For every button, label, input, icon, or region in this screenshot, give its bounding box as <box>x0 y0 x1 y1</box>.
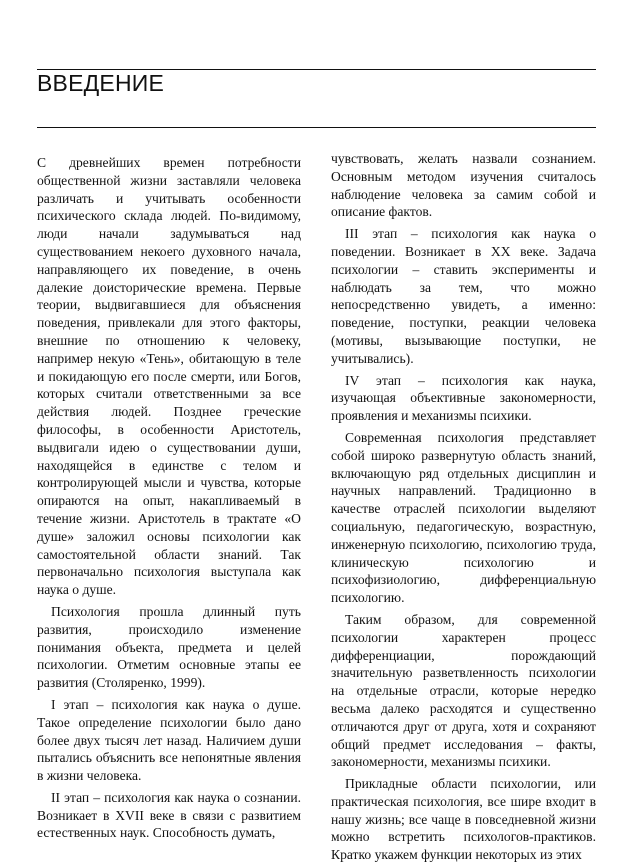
paragraph: С древнейших времен потребности общественной жизни заставляли человека различать и учитывать особенности психического склада людей. По-видимому, люди начали задумываться над существованием некоего духовного начала, направляющего их поведение, в очень далекие доисторические времена. Первые теории, выдвигавшиеся для объяснения поведения, привлекали для этого факторы, внешние по отношению к человеку, например некую «Тень», обитающую в теле и покидающую его после смерти, или Богов, которых считали ответственными за все действия людей. Позднее греческие философы, в особенности Аристотель, выдвигали идею о существовании души, находящейся в единстве с телом и контролирующей мысли и чувства, которые опираются на опыт, накапливаемый в течение жизни. Аристотель в трактате «О душе» заложил основы психологии как самостоятельной области знаний. Так первоначально психология выступала как наука о душе. <box>37 155 301 598</box>
paragraph: Прикладные области психологии, или практическая психология, все шире входит в нашу жизнь; все чаще в повседневной жизни можно встретить психологов-практиков. Кратко укажем функции некоторых из этих <box>331 776 596 863</box>
paragraph: Таким образом, для современной психологии характерен процесс дифференциации, порождающий значительную разветвленность психологии на отдельные отрасли, которые нередко весьма далеко расходятся и существенно отличаются друг от друга, хотя и сохраняют общий предмет исследования – факты, закономерности, механизмы психики. <box>331 611 596 770</box>
right-column <box>331 150 596 868</box>
paragraph: чувствовать, желать назвали сознанием. Основным методом изучения считалось наблюдение человека за самим собой и описание фактов. <box>331 151 596 220</box>
paragraph: Современная психология представляет собой широко развернутую область знаний, включающую ряд отдельных дисциплин и научных направлений. Традиционно в качестве отраслей психологии выделяют социальную, педагогическую, возрастную, инженерную психологию, психологию труда, клиническую психологию и психофизиологию, дифференциальную психологию. <box>331 429 596 606</box>
paragraph: II этап – психология как наука о сознании. Возникает в XVII веке в связи с развитием естественных наук. Способность думать, <box>37 789 301 841</box>
chapter-heading: ВВЕДЕНИЕ <box>37 70 165 96</box>
paragraph: Психология прошла длинный путь развития, происходило изменение понимания объекта, предмета и целей психологии. Отметим основные этапы ее развития (Столяренко, 1999). <box>37 603 301 691</box>
paragraph: III этап – психология как наука о поведении. Возникает в XX веке. Задача психологии – ставить эксперименты и наблюдать за тем, что можно непосредственно увидеть, а именно: поведение, поступки, реакции человека (мотивы, вызывающие поступки, не учитывались). <box>331 226 596 366</box>
paragraph: IV этап – психология как наука, изучающая объективные закономерности, проявления и механизмы психики. <box>331 372 596 424</box>
left-column <box>37 154 301 846</box>
bottom-rule <box>37 127 596 128</box>
paragraph: I этап – психология как наука о душе. Такое определение психологии было дано более двух тысяч лет назад. Наличием души пытались объяснить все непонятные явления в жизни человека. <box>37 696 301 784</box>
